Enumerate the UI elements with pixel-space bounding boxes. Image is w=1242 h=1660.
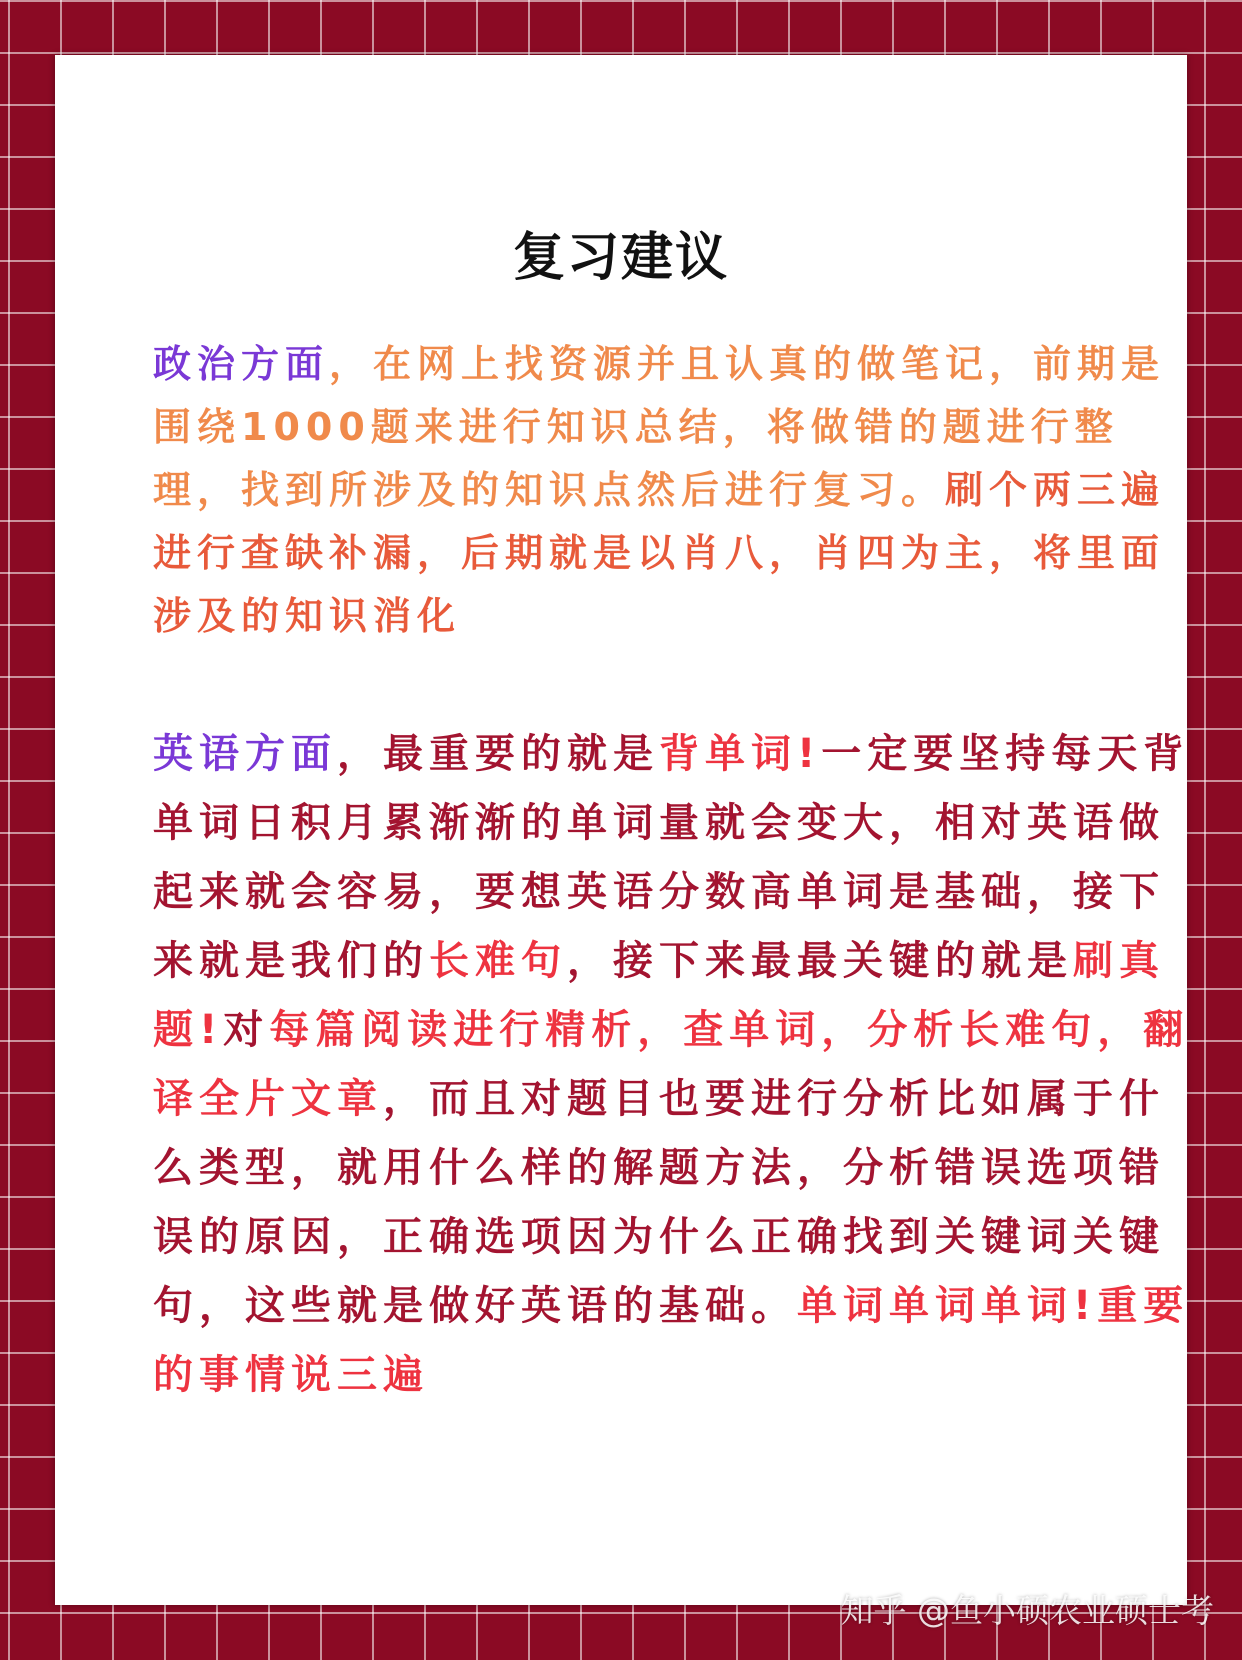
politics-text-orange: ，在网上找资源并且认真的做笔记，前期是围绕1000题来进行知识总结，将做错的题进行整理，找到所涉及的知识点然后进行复习。 bbox=[153, 342, 1166, 512]
politics-paragraph bbox=[153, 333, 1205, 648]
politics-heading: 政治方面 bbox=[153, 342, 330, 386]
english-heading: 英语方面 bbox=[153, 731, 337, 777]
content-card bbox=[55, 55, 1190, 1605]
english-highlight: 单词单词单词!重要的事情说三遍 bbox=[153, 1283, 1190, 1398]
english-highlight: 刷真题! bbox=[153, 938, 1165, 1053]
english-text: ，接下来最最关键的就是 bbox=[567, 938, 1073, 984]
english-text: 对 bbox=[223, 1007, 270, 1053]
page-title: 复习建议 bbox=[512, 228, 729, 288]
politics-text-coral: 刷个两三遍进行查缺补漏，后期就是以肖八，肖四为主，将里面涉及的知识消化 bbox=[153, 468, 1166, 638]
english-text: ，而且对题目也要进行分析比如属于什么类型，就用什么样的解题方法，分析错误选项错误的原因，正确选项因为什么正确找到关键词关键句，这些就是做好英语的基础。 bbox=[153, 1076, 1165, 1329]
english-highlight: 每篇阅读进行精析，查单词，分析长难句，翻译全片文章 bbox=[153, 1007, 1190, 1122]
english-text: ，最重要的就是 bbox=[337, 731, 659, 777]
english-paragraph bbox=[153, 720, 1205, 1410]
watermark: 知乎 @鱼小硕农业硕士考 bbox=[840, 1591, 1214, 1630]
english-highlight: 长难句 bbox=[429, 938, 567, 984]
english-highlight: 背单词! bbox=[659, 731, 822, 777]
english-text: 一定要坚持每天背单词日积月累渐渐的单词量就会变大，相对英语做起来就会容易，要想英语分数高单词是基础，接下来就是我们的 bbox=[153, 731, 1190, 984]
